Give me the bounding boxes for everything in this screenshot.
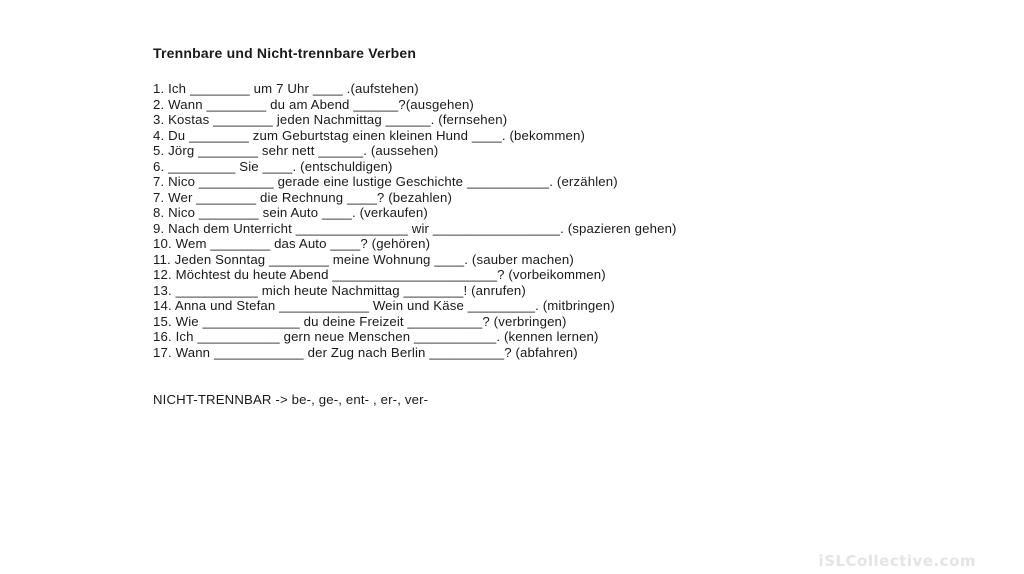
exercise-item: 15. Wie _____________ du deine Freizeit __________? (verbringen) <box>153 313 567 329</box>
exercise-item: 7. Nico __________ gerade eine lustige Geschichte ___________. (erzählen) <box>153 174 618 189</box>
exercise-item: 11. Jeden Sonntag ________ meine Wohnung ____. (sauber machen) <box>153 251 574 267</box>
exercise-item: 9. Nach dem Unterricht _______________ wir _________________. (spazieren gehen) <box>153 220 677 236</box>
exercise-item: 16. Ich ___________ gern neue Menschen ___________. (kennen lernen) <box>153 329 599 344</box>
exercise-item: 17. Wann ____________ der Zug nach Berlin __________? (abfahren) <box>153 344 578 360</box>
watermark: iSLCollective.com <box>818 552 976 570</box>
exercise-item: 14. Anna und Stefan ____________ Wein und Käse _________. (mitbringen) <box>153 298 615 313</box>
exercise-item: 13. ___________ mich heute Nachmittag ________! (anrufen) <box>153 282 526 298</box>
worksheet <box>153 44 873 408</box>
exercise-item: 8. Nico ________ sein Auto ____. (verkaufen) <box>153 205 428 220</box>
exercise-item: 7. Wer ________ die Rechnung ____? (bezahlen) <box>153 189 453 205</box>
exercise-item: 3. Kostas ________ jeden Nachmittag ______. (fernsehen) <box>153 112 508 127</box>
exercise-item: 6. _________ Sie ____. (entschuldigen) <box>153 158 393 174</box>
exercise-list <box>153 81 873 360</box>
exercise-item: 5. Jörg ________ sehr nett ______. (aussehen) <box>153 143 439 158</box>
exercise-item: 4. Du ________ zum Geburtstag einen kleinen Hund ____. (bekommen) <box>153 127 586 143</box>
exercise-item: 10. Wem ________ das Auto ____? (gehören) <box>153 236 431 251</box>
exercise-item: 12. Möchtest du heute Abend ______________________? (vorbeikommen) <box>153 267 606 282</box>
prefix-note: NICHT-TRENNBAR -> be-, ge-, ent- , er-, ver- <box>153 392 429 407</box>
exercise-item: 2. Wann ________ du am Abend ______?(ausgehen) <box>153 96 474 112</box>
exercise-item: 1. Ich ________ um 7 Uhr ____ .(aufstehen) <box>153 81 419 96</box>
worksheet-title: Trennbare und Nicht-trennbare Verben <box>153 45 417 61</box>
